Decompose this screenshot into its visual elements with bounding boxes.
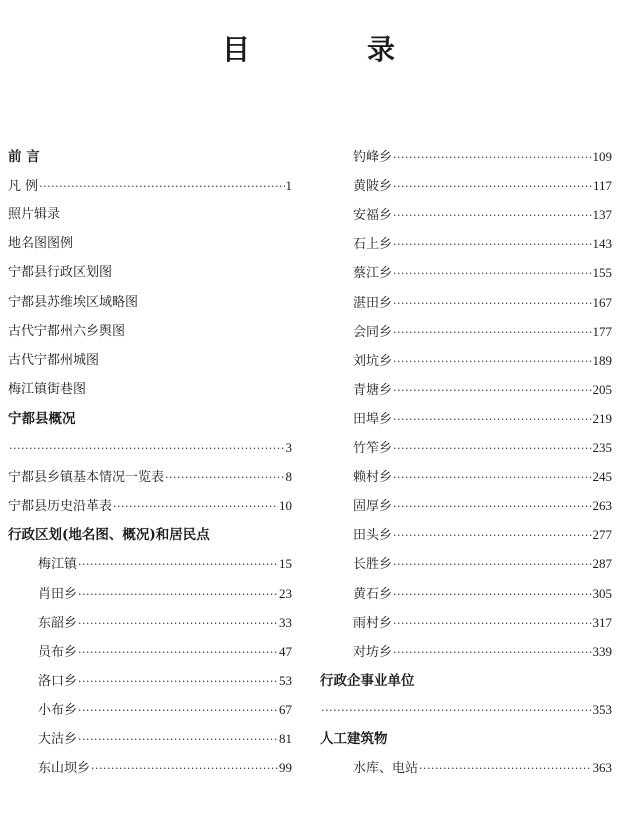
- title-char-2: 录: [367, 33, 396, 66]
- toc-page-number: 99: [279, 760, 292, 776]
- toc-page-number: 8: [285, 469, 292, 485]
- toc-entry-label: 梅江镇街巷图: [8, 381, 87, 397]
- dot-leader: [393, 554, 591, 576]
- toc-page-number: 47: [279, 643, 292, 659]
- toc-entry-label: 行政企事业单位: [320, 672, 415, 689]
- toc-entry: [353, 437, 612, 459]
- toc-entry-label: 古代宁都州六乡舆图: [8, 323, 126, 339]
- toc-entry-label: 前 言: [8, 149, 40, 165]
- dot-leader: [393, 409, 591, 431]
- toc-entry: [38, 699, 292, 721]
- toc-entry-label: 田埠乡: [353, 411, 393, 427]
- toc-entry-label: 人工建筑物: [320, 731, 388, 747]
- toc-entry: [38, 612, 292, 634]
- toc-entry: [8, 379, 292, 401]
- toc-entry: [353, 408, 612, 430]
- toc-entry-label: 大沽乡: [38, 732, 78, 747]
- toc-page-number: 155: [592, 265, 612, 281]
- title-char-1: 目: [222, 33, 251, 66]
- toc-entry-label: 青塘乡: [353, 382, 393, 398]
- toc-entry: [38, 670, 292, 692]
- toc-entry-label: 宁都县历史沿革表: [8, 499, 113, 515]
- dot-leader: [393, 322, 591, 344]
- toc-entry: [353, 524, 612, 546]
- toc-page-number: 109: [592, 149, 612, 164]
- toc-page-number: 137: [592, 207, 612, 223]
- toc-entry-label: 会同乡: [353, 324, 393, 340]
- toc-entry-label: 蔡江乡: [353, 266, 393, 282]
- toc-title: [0, 32, 625, 72]
- toc-entry: [8, 321, 292, 343]
- dot-leader: [113, 496, 278, 518]
- toc-entry: [8, 292, 292, 314]
- toc-entry-label: 固厚乡: [353, 499, 393, 515]
- dot-leader: [393, 293, 591, 315]
- toc-entry-label: 长胜乡: [353, 557, 393, 573]
- toc-entry-label: 小布乡: [38, 702, 78, 718]
- toc-entry-label: 古代宁都州城图: [8, 352, 100, 368]
- toc-page-number: 287: [592, 556, 612, 572]
- toc-entry: [38, 553, 292, 575]
- toc-section-heading: [320, 670, 612, 692]
- toc-entry-label: 黄陂乡: [353, 179, 393, 195]
- toc-page-number: 33: [279, 614, 292, 630]
- toc-entry-label: 行政区划(地名图、概况)和居民点: [8, 527, 210, 544]
- toc-entry: [320, 699, 612, 721]
- toc-page-number: 1: [285, 178, 292, 194]
- toc-entry: [38, 641, 292, 663]
- toc-entry-label: 湛田乡: [353, 295, 393, 311]
- toc-page-number: 117: [592, 178, 612, 194]
- dot-leader: [419, 758, 591, 780]
- toc-page-number: 53: [279, 672, 292, 688]
- toc-entry-label: 石上乡: [353, 237, 393, 253]
- toc-page-number: 205: [592, 381, 612, 397]
- toc-entry-label: 刘坑乡: [353, 353, 393, 369]
- toc-entry: [8, 262, 292, 284]
- toc-entry: [8, 437, 292, 459]
- dot-leader: [393, 438, 591, 460]
- toc-entry: [353, 583, 612, 605]
- toc-page-number: 10: [279, 498, 292, 514]
- toc-entry-label: 对坊乡: [353, 644, 393, 660]
- dot-leader: [78, 613, 278, 635]
- toc-entry: [8, 233, 292, 255]
- toc-page-number: 305: [592, 585, 612, 601]
- toc-entry-label: 宁都县苏维埃区域略图: [8, 294, 139, 310]
- dot-leader: [91, 758, 278, 780]
- toc-page-number: 219: [592, 410, 612, 426]
- dot-leader: [165, 467, 284, 489]
- toc-section-heading: [8, 146, 292, 168]
- toc-page-number: 81: [279, 731, 292, 746]
- toc-entry-label: 宁都县行政区划图: [8, 265, 113, 281]
- toc-entry-label: 赖村乡: [353, 470, 393, 486]
- toc-entry-label: 钓峰乡: [353, 150, 393, 165]
- toc-entry: [353, 146, 612, 168]
- dot-leader: [393, 642, 591, 664]
- toc-page-number: 3: [285, 440, 292, 455]
- toc-entry: [353, 379, 612, 401]
- dot-leader: [39, 176, 284, 198]
- dot-leader: [78, 642, 278, 664]
- toc-entry: [353, 204, 612, 226]
- toc-page-number: 317: [592, 614, 612, 630]
- toc-entry-label: 竹笮乡: [353, 441, 393, 456]
- dot-leader: [78, 671, 278, 693]
- toc-entry-label: 宁都县乡镇基本情况一览表: [8, 470, 165, 486]
- toc-entry: [353, 612, 612, 634]
- dot-leader: [78, 554, 278, 576]
- toc-page-number: 23: [279, 585, 292, 601]
- toc-page-number: 177: [592, 323, 612, 339]
- dot-leader: [393, 584, 591, 606]
- toc-entry: [8, 495, 292, 517]
- toc-entry-label: 东韶乡: [38, 615, 78, 631]
- toc-entry: [353, 553, 612, 575]
- toc-entry: [353, 350, 612, 372]
- dot-leader: [78, 584, 278, 606]
- toc-entry: [353, 466, 612, 488]
- toc-entry: [353, 757, 612, 779]
- toc-entry-label: 安福乡: [353, 208, 393, 224]
- dot-leader: [393, 176, 592, 198]
- toc-entry: [353, 495, 612, 517]
- toc-page-number: 189: [592, 352, 612, 368]
- toc-entry: [38, 728, 292, 750]
- toc-entry: [353, 175, 612, 197]
- toc-entry-label: 肖田乡: [38, 586, 78, 602]
- toc-page-number: 245: [592, 469, 612, 485]
- dot-leader: [78, 729, 278, 751]
- toc-entry: [353, 641, 612, 663]
- toc-entry-label: 雨村乡: [353, 615, 393, 631]
- toc-entry: [8, 350, 292, 372]
- dot-leader: [393, 467, 591, 489]
- toc-section-heading: [320, 728, 612, 750]
- toc-entry: [353, 292, 612, 314]
- toc-entry: [353, 233, 612, 255]
- toc-page-number: 143: [592, 236, 612, 252]
- toc-entry-label: 田头乡: [353, 528, 393, 544]
- toc-entry-label: 水库、电站: [353, 761, 419, 777]
- dot-leader: [393, 613, 591, 635]
- dot-leader: [393, 496, 591, 518]
- toc-page-number: 339: [592, 643, 612, 659]
- toc-entry: [38, 583, 292, 605]
- toc-entry-label: 员布乡: [38, 644, 78, 660]
- toc-entry-label: 黄石乡: [353, 586, 393, 602]
- toc-entry: [8, 175, 292, 197]
- toc-page-number: 277: [592, 527, 612, 543]
- toc-page-number: 67: [279, 701, 292, 717]
- toc-entry-label: 梅江镇: [38, 557, 78, 573]
- toc-entry: [8, 204, 292, 226]
- toc-entry: [38, 757, 292, 779]
- toc-section-heading: [8, 524, 292, 546]
- toc-entry-label: 宁都县概况: [8, 410, 76, 427]
- dot-leader: [393, 525, 591, 547]
- toc-page-number: 353: [592, 701, 612, 717]
- dot-leader: [393, 147, 591, 169]
- dot-leader: [393, 205, 591, 227]
- dot-leader: [78, 700, 278, 722]
- toc-entry: [8, 466, 292, 488]
- toc-section-heading: [8, 408, 292, 430]
- toc-entry-label: 洛口乡: [38, 673, 78, 689]
- toc-page-number: 15: [279, 556, 292, 572]
- toc-entry-label: 照片辑录: [8, 207, 61, 223]
- toc-page-number: 167: [592, 294, 612, 310]
- toc-entry: [353, 262, 612, 284]
- toc-entry-label: 东山坝乡: [38, 761, 91, 777]
- dot-leader: [9, 438, 285, 460]
- dot-leader: [393, 351, 591, 373]
- toc-page-number: 263: [592, 498, 612, 514]
- toc-entry: [353, 321, 612, 343]
- dot-leader: [393, 234, 591, 256]
- toc-entry-label: 地名图图例: [8, 236, 74, 252]
- toc-page-number: 363: [592, 760, 612, 776]
- dot-leader: [393, 263, 591, 285]
- toc-page-number: 235: [592, 440, 612, 455]
- dot-leader: [393, 380, 591, 402]
- dot-leader: [321, 700, 592, 722]
- toc-entry-label: 凡 例: [8, 179, 39, 195]
